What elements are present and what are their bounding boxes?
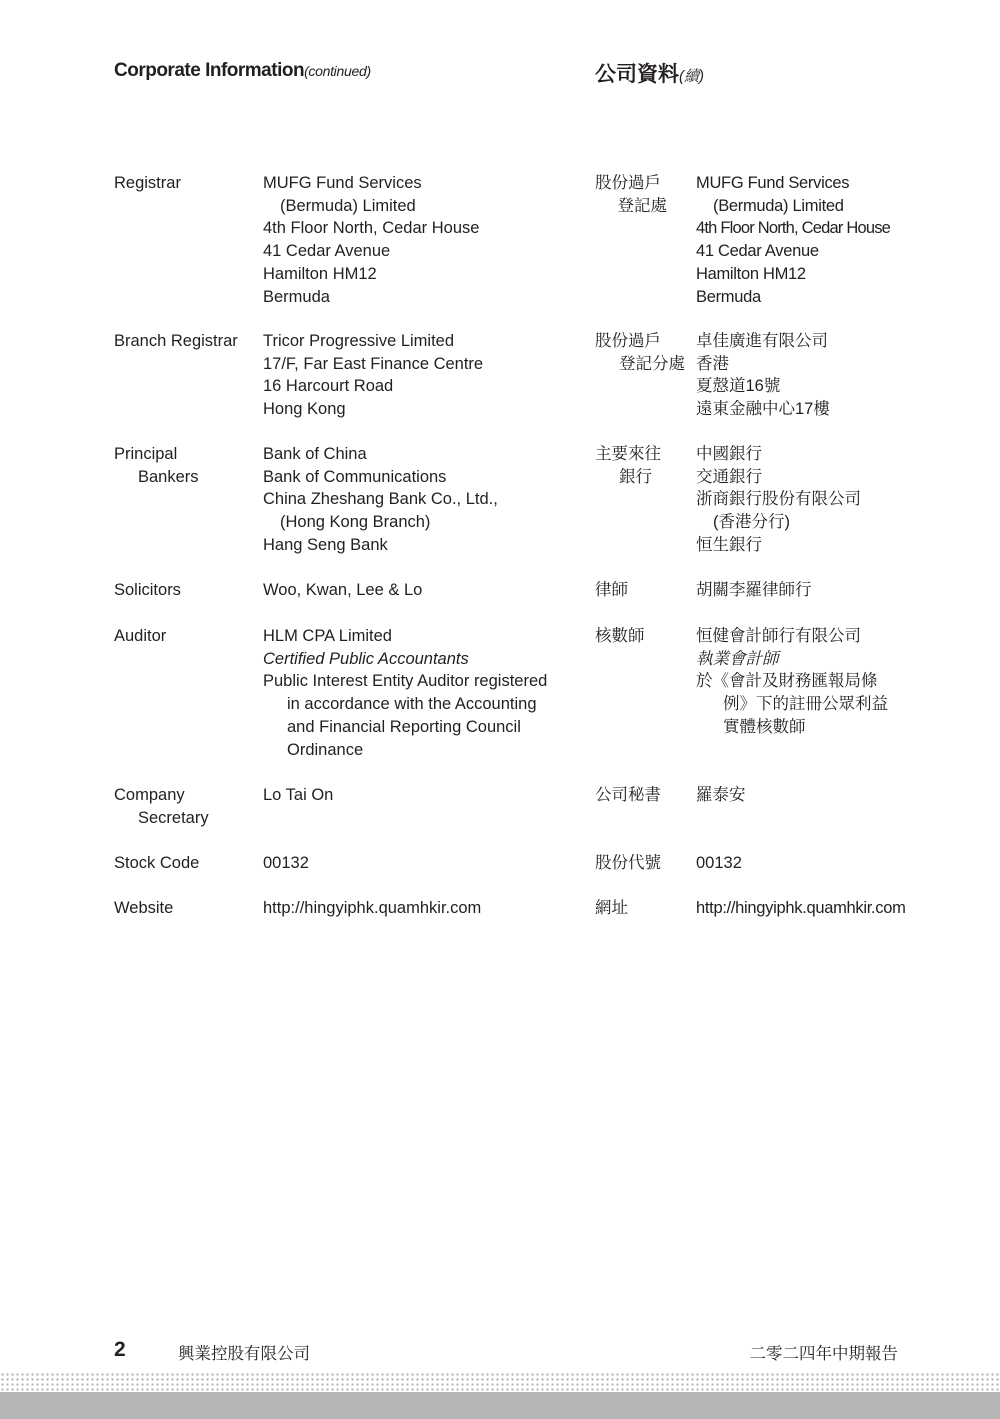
- branch-registrar-label-en: [114, 330, 238, 353]
- auditor-label-en: [114, 625, 166, 648]
- branch-registrar-line: Hong Kong: [263, 400, 346, 419]
- branch-registrar-value-en: [263, 330, 483, 421]
- branch-registrar-label-en-text: Branch Registrar: [114, 332, 238, 350]
- branch-registrar-line: Tricor Progressive Limited: [263, 332, 455, 350]
- bankers-zh-line: 交通銀行: [696, 467, 762, 486]
- auditor-zh-line: 例》下的註冊公眾利益: [723, 695, 888, 714]
- auditor-value-en: [263, 625, 547, 761]
- stock-code-label-zh-text: 股份代號: [595, 854, 661, 872]
- auditor-zh-line: 執業會計師: [696, 649, 779, 668]
- bankers-line: China Zheshang Bank Co., Ltd.,: [263, 490, 498, 509]
- registrar-label-en: [114, 172, 181, 195]
- auditor-line: HLM CPA Limited: [263, 627, 392, 645]
- website-label-zh: [595, 897, 628, 920]
- auditor-value-zh: [696, 625, 888, 739]
- registrar-value-en: [263, 172, 479, 308]
- solicitors-label-zh: [595, 579, 628, 602]
- branch-registrar-label-zh-line: 股份過戶: [595, 332, 661, 350]
- page-title-zh: [595, 58, 704, 88]
- continued-zh: (續): [679, 68, 704, 85]
- footer-bar: [0, 1392, 1000, 1419]
- bankers-zh-line: 中國銀行: [696, 445, 762, 463]
- bankers-zh-line: 浙商銀行股份有限公司: [696, 490, 861, 509]
- bankers-label-line: Principal: [114, 445, 178, 463]
- secretary-value-en-text: Lo Tai On: [263, 786, 334, 804]
- auditor-label-zh-text: 核數師: [595, 627, 645, 645]
- auditor-line: in accordance with the Accounting: [287, 695, 537, 714]
- title-en-text: Corporate Information: [114, 60, 305, 81]
- secretary-label-line: Secretary: [138, 808, 209, 827]
- stock-code-value-zh-text: 00132: [696, 854, 742, 872]
- bankers-zh-line: 恒生銀行: [696, 535, 762, 554]
- branch-registrar-label-zh-line: 登記分處: [619, 354, 685, 373]
- bankers-value-en: [263, 443, 498, 557]
- page-number: 2: [114, 1338, 126, 1361]
- bankers-line: Bank of Communications: [263, 467, 447, 486]
- registrar-line: Hamilton HM12: [263, 264, 377, 283]
- website-link-zh[interactable]: [696, 897, 906, 920]
- registrar-label-zh-line: 登記處: [617, 196, 667, 215]
- registrar-line: MUFG Fund Services: [263, 174, 422, 192]
- website-link-en[interactable]: [263, 897, 481, 920]
- footer-report-title: 二零二四年中期報告: [749, 1345, 898, 1363]
- branch-registrar-zh-line: 香港: [696, 354, 729, 373]
- solicitors-value-en-text: Woo, Kwan, Lee & Lo: [263, 581, 423, 599]
- registrar-label-zh: [595, 172, 667, 217]
- bankers-label-line: Bankers: [138, 467, 199, 486]
- title-zh-text: 公司資料: [595, 63, 679, 86]
- auditor-line: Public Interest Entity Auditor registered: [263, 672, 548, 691]
- registrar-label-en-text: Registrar: [114, 174, 181, 192]
- branch-registrar-zh-line: 夏慤道16號: [696, 377, 781, 396]
- bankers-label-zh-line: 主要來往: [595, 445, 661, 463]
- registrar-zh-line: Bermuda: [696, 287, 761, 306]
- stock-code-value-en: [263, 852, 309, 875]
- registrar-label-zh-line: 股份過戶: [595, 174, 661, 192]
- website-label-en: [114, 897, 173, 920]
- auditor-zh-line: 實體核數師: [723, 717, 806, 736]
- solicitors-value-en: [263, 579, 422, 602]
- solicitors-label-en: [114, 579, 181, 602]
- branch-registrar-line: 16 Harcourt Road: [263, 377, 394, 396]
- auditor-line: and Financial Reporting Council: [287, 717, 521, 736]
- branch-registrar-value-zh: [696, 330, 830, 421]
- auditor-label-zh: [595, 625, 645, 648]
- bankers-line: Hang Seng Bank: [263, 535, 388, 554]
- stock-code-value-en-text: 00132: [263, 854, 309, 872]
- footer-company-name: 興業控股有限公司: [178, 1345, 310, 1363]
- registrar-line: Bermuda: [263, 287, 330, 306]
- registrar-line: (Bermuda) Limited: [280, 196, 416, 215]
- registrar-zh-line: MUFG Fund Services: [696, 174, 850, 192]
- bankers-line: Bank of China: [263, 445, 367, 463]
- auditor-label-en-text: Auditor: [114, 627, 167, 645]
- secretary-label-zh-text: 公司秘書: [595, 786, 661, 804]
- solicitors-value-zh-text: 胡關李羅律師行: [696, 581, 812, 599]
- website-link-zh-text[interactable]: http://hingyiphk.quamhkir.com: [696, 899, 906, 917]
- stock-code-value-zh: [696, 852, 742, 875]
- continued-en: (continued): [304, 63, 371, 79]
- branch-registrar-zh-line: 卓佳廣進有限公司: [696, 332, 828, 350]
- registrar-zh-line: 4th Floor North, Cedar House: [696, 219, 891, 238]
- bankers-line: (Hong Kong Branch): [280, 513, 431, 532]
- website-label-zh-text: 網址: [595, 899, 628, 917]
- secretary-label-en: [114, 784, 209, 829]
- registrar-zh-line: (Bermuda) Limited: [713, 196, 844, 215]
- branch-registrar-line: 17/F, Far East Finance Centre: [263, 354, 484, 373]
- secretary-value-en: [263, 784, 333, 807]
- bankers-label-en: [114, 443, 199, 488]
- secretary-label-line: Company: [114, 786, 185, 804]
- solicitors-label-en-text: Solicitors: [114, 581, 181, 599]
- page-title-en: [114, 60, 371, 82]
- auditor-zh-line: 恒健會計師行有限公司: [696, 627, 861, 645]
- bankers-value-zh: [696, 443, 861, 557]
- secretary-value-zh-text: 羅泰安: [696, 786, 746, 804]
- auditor-line: Ordinance: [287, 740, 364, 759]
- bankers-zh-line: (香港分行): [713, 513, 790, 532]
- footer-dot-pattern: [0, 1372, 1000, 1392]
- stock-code-label-zh: [595, 852, 661, 875]
- registrar-zh-line: 41 Cedar Avenue: [696, 242, 819, 261]
- stock-code-label-en: [114, 852, 199, 875]
- registrar-line: 41 Cedar Avenue: [263, 242, 391, 261]
- website-label-en-text: Website: [114, 899, 174, 917]
- website-link-en-text[interactable]: http://hingyiphk.quamhkir.com: [263, 899, 482, 917]
- solicitors-label-zh-text: 律師: [595, 581, 628, 599]
- auditor-line: Certified Public Accountants: [263, 649, 469, 668]
- solicitors-value-zh: [696, 579, 812, 602]
- registrar-zh-line: Hamilton HM12: [696, 264, 806, 283]
- registrar-value-zh: [696, 172, 890, 308]
- branch-registrar-label-zh: [595, 330, 685, 375]
- bankers-label-zh: [595, 443, 661, 488]
- secretary-label-zh: [595, 784, 661, 807]
- auditor-zh-line: 於《會計及財務匯報局條: [696, 672, 878, 691]
- secretary-value-zh: [696, 784, 746, 807]
- bankers-label-zh-line: 銀行: [619, 467, 652, 486]
- registrar-line: 4th Floor North, Cedar House: [263, 219, 480, 238]
- stock-code-label-en-text: Stock Code: [114, 854, 200, 872]
- branch-registrar-zh-line: 遠東金融中心17樓: [696, 400, 830, 419]
